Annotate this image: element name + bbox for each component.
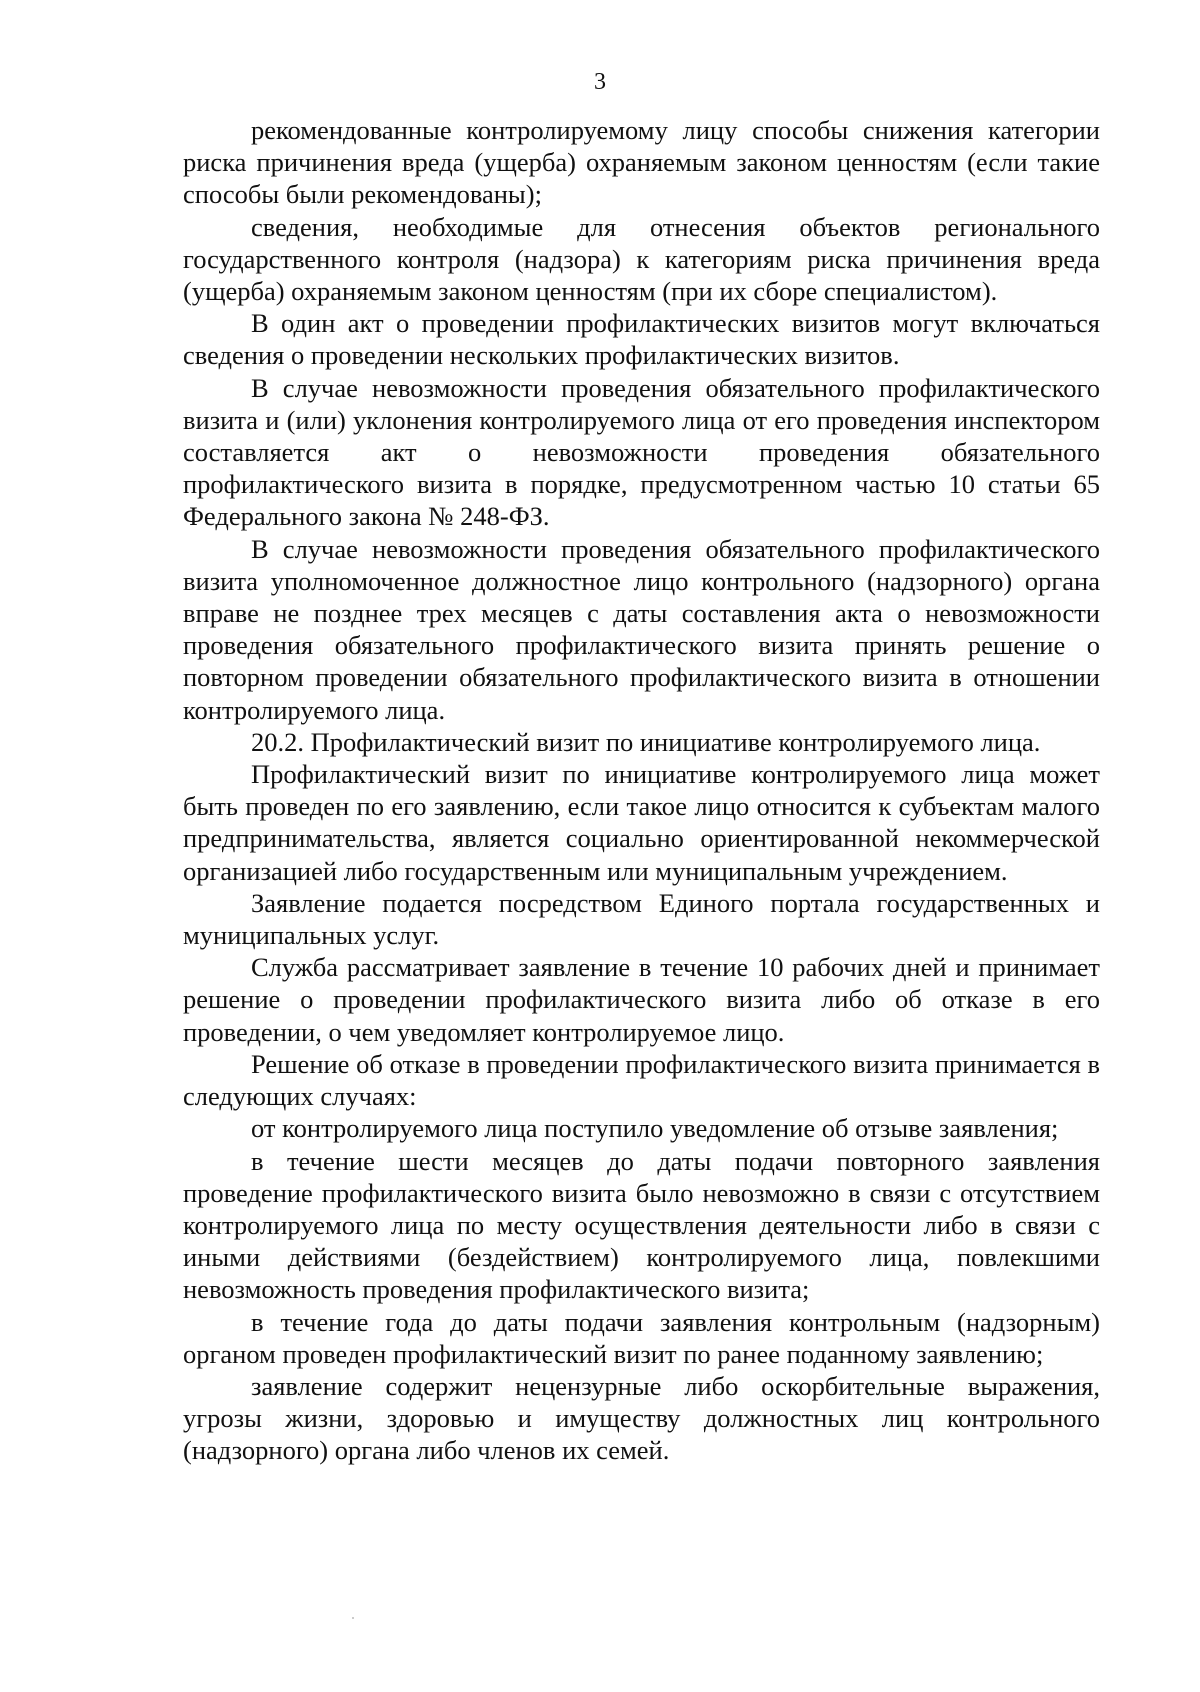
paragraph: Заявление подается посредством Единого портала государственных и муниципальных услуг. [183, 887, 1100, 951]
paragraph: В один акт о проведении профилактических визитов могут включаться сведения о проведении нескольких профилактических визитов. [183, 308, 1100, 371]
paragraph: сведения, необходимые для отнесения объектов регионального государственного контроля (надзора) к категориям риска причинения вреда (ущерба) охраняемым законом ценностям (при их сборе специалистом). [183, 211, 1100, 307]
list-item: в течение шести месяцев до даты подачи повторного заявления проведение профилактического визита было невозможно в связи с отсутствием контролируемого лица по месту осуществления деятельности либо в связи с иными действиями (бездействием) контролируемого лица, повлекшими невозможность проведения профилактического визита; [183, 1145, 1100, 1305]
section-heading: 20.2. Профилактический визит по инициативе контролируемого лица. [251, 726, 1041, 757]
list-item: заявление содержит нецензурные либо оскорбительные выражения, угрозы жизни, здоровью и имуществу должностных лиц контрольного (надзорного) органа либо членов их семей. [183, 1370, 1100, 1466]
document-body [183, 114, 1100, 1467]
paragraph: Служба рассматривает заявление в течение 10 рабочих дней и принимает решение о проведении профилактического визита либо об отказе в его проведении, о чем уведомляет контролируемое лицо. [183, 952, 1100, 1047]
paragraph: В случае невозможности проведения обязательного профилактического визита и (или) уклонения контролируемого лица от его проведения инспектором составляется акт о невозможности проведения обязательного профилактического визита в порядке, предусмотренном частью 10 статьи 65 Федерального закона № 248-ФЗ. [183, 372, 1100, 532]
paragraph: Решение об отказе в проведении профилактического визита принимается в следующих случаях: [183, 1048, 1100, 1112]
paragraph: В случае невозможности проведения обязательного профилактического визита уполномоченное должностное лицо контрольного (надзорного) органа вправе не позднее трех месяцев с даты составления акта о невозможности проведения обязательного профилактического визита принять решение о повторном проведении обязательного профилактического визита в отношении контролируемого лица. [183, 533, 1100, 725]
list-item: от контролируемого лица поступило уведомление об отзыве заявления; [251, 1113, 1059, 1144]
page-number: 3 [594, 69, 606, 95]
paragraph: рекомендованные контролируемому лицу способы снижения категории риска причинения вреда (ущерба) охраняемым законом ценностям (если такие способы были рекомендованы); [183, 115, 1100, 210]
scan-speck [352, 1617, 354, 1619]
list-item: в течение года до даты подачи заявления контрольным (надзорным) органом проведен профилактический визит по ранее поданному заявлению; [183, 1306, 1100, 1369]
paragraph: Профилактический визит по инициативе контролируемого лица может быть проведен по его заявлению, если такое лицо относится к субъектам малого предпринимательства, является социально ориентированной некоммерческой организацией либо государственным или муниципальным учреждением. [183, 759, 1100, 886]
